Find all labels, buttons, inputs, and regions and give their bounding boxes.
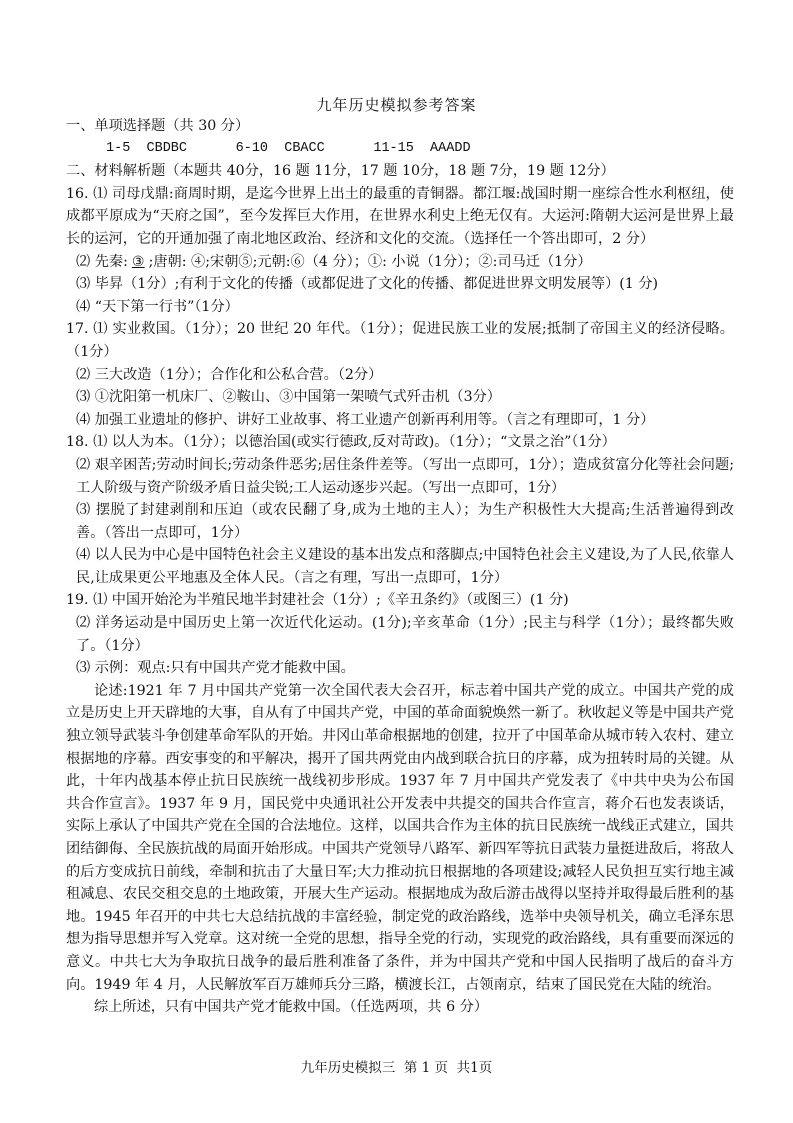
q19-essay: 论述:1921 年 7 月中国共产党第一次全国代表大会召开，标志着中国共产党的成立。中国共产党的成立是历史上开天辟地的大事，自从有了中国共产党，中国的革命面貌焕然一新了。秋收起义等是中国共产党独立领导武装斗争创建革命军队的开始。井冈山革命根据地的创建，拉开了中国革命从城市转入农村、建立根据地的序幕。西安事变的和平解决，揭开了国共两党由内战到联合抗日的序幕，成为扭转时局的关键。从此，十年内战基本停止抗日民族统一战线初步形成。1937 年 7 月中国共产党发表了《中共中央为公布国共合作宣言》。1937 年 9 月，国民党中央通讯社公开发表中共提交的国共合作宣言，蒋介石也发表谈话，实际上承认了中国共产党在全国的合法地位。这样，以国共合作为主体的抗日民族统一战线正式建立，国共团结御侮、全民族抗战的局面开始形成。中国共产党领导八路军、新四军等抗日武装力量挺进敌后，将敌人的后方变成抗日前线，牵制和抗击了大量日军;大力推动抗日根据地的各项建设;减轻人民负担互实行地主减租减息、农民交租交息的土地政策，开展大生产运动。根据地成为敌后游击战得以坚持并取得最后胜利的基地。1945 年召开的中共七大总结抗战的丰富经验，制定党的政治路线，选举中央领导机关，确立毛泽东思想为指导思想并写入党章。这对统一全党的思想，指导全党的行动，实现党的政治路线，具有重要而深远的意义。中共七大为争取抗日战争的最后胜利准备了条件，并为中国共产党和中国人民指明了战后的奋斗方向。1949 年 4 月，人民解放军百万雄师兵分三路，横渡长江，占领南京，结束了国民党在大陆的统治。 <box>66 682 734 993</box>
q18-part4: ⑷ 以人民为中心是中国特色社会主义建设的基本出发点和落脚点;中国特色社会主义建设,为了人民,依靠人民,让成果更公平地惠及全体人民。（言之有理，写出一点即可，1分） <box>76 547 734 586</box>
document-title: 九年历史模拟参考答案 <box>316 96 477 114</box>
q17-part3: ⑶ ①沈阳第一机床厂、②鞍山、③中国第一架喷气式歼击机（3分） <box>76 389 501 406</box>
q17-part2: ⑵ 三大改造（1分）；合作化和公私合营。（2分） <box>76 366 383 383</box>
q17-part4: ⑷ 加强工业遗址的修护、讲好工业故事、将工业遗产创新再利用等。（言之有理即可，1 分） <box>76 411 655 428</box>
q19-part3: ⑶ 示例：观点:只有中国共产党才能救中国。 <box>76 660 355 677</box>
section1-heading: 一、单项选择题（共 30 分） <box>66 118 250 134</box>
q16-part1: 16. ⑴ 司母戊鼎:商周时期，是迄今世界上出土的最重的青铜器。都江堰:战国时期一座综合性水利枢纽，使成都平原成为“天府之国”，至今发挥巨大作用，在世界水利史上绝无仅有。大运河:隋朝大运河是世界上最长的运河，它的开通加强了南北地区政治、经济和文化的交流。（选择任一个答出即可，2 分） <box>66 185 734 247</box>
q16-part3: ⑶ 毕昇（1分）;有利于文化的传播（或都促进了文化的传播、都促进世界文明发展等）(1 分) <box>76 276 659 293</box>
section1-answers: 1-5 CBDBC 6-10 CBACC 11-15 AAADD <box>106 140 471 156</box>
q19-part2: ⑵ 洋务运动是中国历史上第一次近代化运动。(1分);辛亥革命（1分）;民主与科学（1分）；最终都失败了。（1分） <box>76 615 734 654</box>
q16-part4: ⑷ “天下第一行书”（1分） <box>76 298 239 315</box>
q17-part1: 17. ⑴ 实业救国。（1分）；20 世纪 20 年代。（1分）；促进民族工业的发展;抵制了帝国主义的经济侵略。（1分） <box>66 321 734 360</box>
section2-heading: 二、材料解析题（本题共 40分，16 题 11分，17 题 10分，18 题 7分，19 题 12分） <box>66 163 615 180</box>
q19-part1: 19. ⑴ 中国开始沦为半殖民地半封建社会（1分）;《辛丑条约》（或图三）(1 分) <box>66 592 569 609</box>
page-footer: 九年历史模拟三 第 1 页 共1页 <box>300 1060 493 1076</box>
q19-summary: 综上所述，只有中国共产党才能救中国。（任选两项，共 6 分） <box>94 999 489 1016</box>
q16-part2-blank: ③ <box>131 253 145 270</box>
q16-part2 <box>66 251 734 274</box>
q16-part2-prefix: ⑵ 先秦: <box>76 253 128 270</box>
q18-part2: ⑵ 艰辛困苦;劳动时间长;劳动条件恶劣;居住条件差等。（写出一点即可，1分）；造成贫富分化等社会问题;工人阶级与资产阶级矛盾日益尖锐;工人运动逐步兴起。（写出一点即可，1分） <box>76 456 734 496</box>
q18-part3: ⑶ 摆脱了封建剥削和压迫（或农民翻了身,成为土地的主人）；为生产积极性大大提高;生活普遍得到改善。（答出一点即可，1分） <box>76 502 734 541</box>
q18-part1: 18. ⑴ 以人为本。（1分）；以德治国(或实行德政,反对苛政)。（1分）；“文景之治”（1分） <box>66 434 616 451</box>
answer-content <box>66 115 734 1019</box>
q16-part2-rest: ;唐朝: ④;宋朝⑤;元朝:⑥（4 分）；①: 小说（1分）；②:司马迁（1分） <box>148 253 592 270</box>
